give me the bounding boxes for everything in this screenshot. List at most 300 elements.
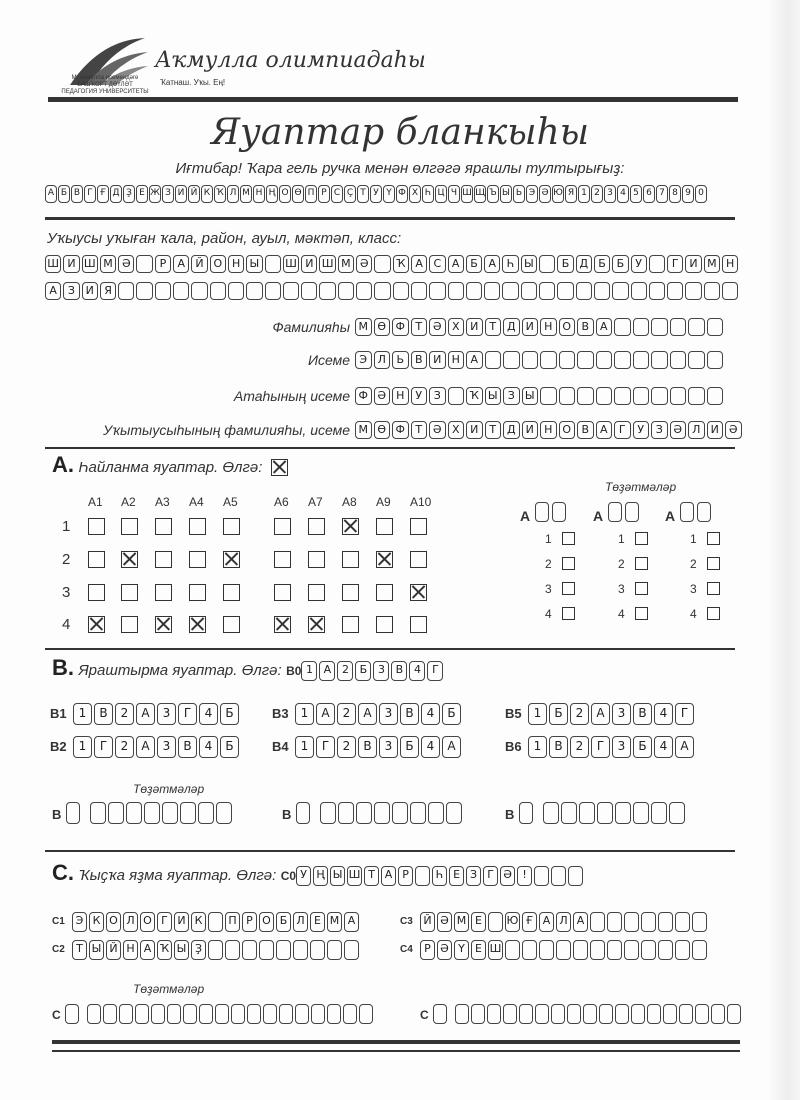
correction-cell[interactable] bbox=[216, 802, 232, 824]
letter-cell[interactable]: О bbox=[106, 912, 121, 932]
correction-checkbox[interactable] bbox=[635, 557, 648, 570]
letter-cell[interactable]: Ы bbox=[485, 387, 502, 405]
letter-cell[interactable]: Ү bbox=[454, 940, 469, 960]
letter-cell[interactable]: Ә bbox=[429, 318, 446, 336]
letter-cell[interactable] bbox=[225, 940, 240, 960]
letter-cell[interactable]: 4 bbox=[654, 703, 673, 725]
correction-cell[interactable] bbox=[279, 1004, 293, 1024]
letter-cell[interactable] bbox=[692, 940, 707, 960]
letter-cell[interactable]: О bbox=[559, 318, 576, 336]
letter-cell[interactable]: Г bbox=[94, 736, 113, 758]
letter-cell[interactable] bbox=[344, 940, 359, 960]
letter-cell[interactable]: А bbox=[448, 255, 464, 273]
letter-cell[interactable]: Б bbox=[633, 736, 652, 758]
letter-cell[interactable]: В bbox=[358, 736, 377, 758]
letter-cell[interactable]: Ә bbox=[356, 255, 372, 273]
letter-cell[interactable]: М bbox=[355, 421, 372, 439]
letter-cell[interactable]: В bbox=[633, 703, 652, 725]
letter-cell[interactable]: А bbox=[136, 703, 155, 725]
correction-checkbox[interactable] bbox=[707, 557, 720, 570]
correction-cell[interactable] bbox=[87, 1004, 101, 1024]
letter-cell[interactable]: Ф bbox=[392, 421, 409, 439]
letter-cell[interactable] bbox=[688, 318, 705, 336]
correction-cell[interactable] bbox=[519, 802, 533, 824]
letter-cell[interactable] bbox=[118, 282, 134, 300]
letter-cell[interactable]: Н bbox=[228, 255, 244, 273]
correction-cell[interactable] bbox=[199, 1004, 213, 1024]
letter-cell[interactable]: А bbox=[411, 255, 427, 273]
letter-cell[interactable] bbox=[704, 282, 720, 300]
answer-checkbox-checked[interactable] bbox=[342, 518, 359, 535]
letter-cell[interactable] bbox=[641, 940, 656, 960]
letter-cell[interactable] bbox=[707, 387, 724, 405]
letter-cell[interactable] bbox=[246, 282, 262, 300]
letter-cell[interactable]: Д bbox=[503, 421, 520, 439]
letter-cell[interactable]: 4 bbox=[654, 736, 673, 758]
letter-cell[interactable]: И bbox=[82, 282, 98, 300]
correction-cell[interactable] bbox=[535, 502, 549, 522]
correction-cell[interactable] bbox=[135, 1004, 149, 1024]
correction-checkbox[interactable] bbox=[635, 607, 648, 620]
correction-cell[interactable] bbox=[561, 802, 577, 824]
correction-cell[interactable] bbox=[359, 1004, 373, 1024]
letter-cell[interactable] bbox=[265, 255, 281, 273]
letter-cell[interactable]: 2 bbox=[337, 703, 356, 725]
letter-cell[interactable]: Г bbox=[667, 255, 683, 273]
correction-cell[interactable] bbox=[311, 1004, 325, 1024]
letter-cell[interactable] bbox=[540, 351, 557, 369]
letter-cell[interactable]: А bbox=[573, 912, 588, 932]
letter-cell[interactable]: Ә bbox=[670, 421, 687, 439]
correction-cell[interactable] bbox=[108, 802, 124, 824]
letter-cell[interactable] bbox=[208, 912, 223, 932]
letter-cell[interactable]: Ш bbox=[45, 255, 61, 273]
letter-cell[interactable] bbox=[429, 282, 445, 300]
letter-cell[interactable]: Б bbox=[594, 255, 610, 273]
letter-cell[interactable]: Б bbox=[276, 912, 291, 932]
correction-cell[interactable] bbox=[711, 1004, 725, 1024]
letter-cell[interactable] bbox=[573, 940, 588, 960]
answer-checkbox-checked[interactable] bbox=[223, 551, 240, 568]
correction-cell[interactable] bbox=[567, 1004, 581, 1024]
letter-cell[interactable]: Р bbox=[420, 940, 435, 960]
b-correction-cells[interactable] bbox=[66, 802, 234, 824]
letter-cell[interactable] bbox=[338, 282, 354, 300]
letter-cell[interactable]: Л bbox=[556, 912, 571, 932]
correction-checkbox[interactable] bbox=[635, 532, 648, 545]
letter-cell[interactable]: А bbox=[316, 703, 335, 725]
letter-cell[interactable]: Ш bbox=[488, 940, 503, 960]
correction-checkbox[interactable] bbox=[635, 582, 648, 595]
letter-cell[interactable] bbox=[155, 282, 171, 300]
correction-cell[interactable] bbox=[680, 502, 694, 522]
correction-cell[interactable] bbox=[198, 802, 214, 824]
answer-checkbox[interactable] bbox=[189, 584, 206, 601]
letter-cell[interactable] bbox=[590, 912, 605, 932]
correction-checkbox[interactable] bbox=[562, 532, 575, 545]
correction-cell[interactable] bbox=[608, 502, 622, 522]
letter-cell[interactable]: М bbox=[327, 912, 342, 932]
answer-checkbox[interactable] bbox=[189, 551, 206, 568]
letter-cell[interactable] bbox=[503, 351, 520, 369]
letter-cell[interactable]: Г bbox=[178, 703, 197, 725]
letter-cell[interactable]: В bbox=[577, 318, 594, 336]
letter-cell[interactable] bbox=[577, 351, 594, 369]
letter-cell[interactable] bbox=[722, 282, 738, 300]
correction-cell[interactable] bbox=[231, 1004, 245, 1024]
letter-cell[interactable]: Д bbox=[503, 318, 520, 336]
correction-cell[interactable] bbox=[503, 1004, 517, 1024]
correction-cell[interactable] bbox=[695, 1004, 709, 1024]
letter-cell[interactable]: Б bbox=[557, 255, 573, 273]
correction-cell[interactable] bbox=[697, 502, 711, 522]
answer-checkbox-checked[interactable] bbox=[121, 551, 138, 568]
letter-cell[interactable]: У bbox=[633, 421, 650, 439]
letter-cell[interactable] bbox=[675, 940, 690, 960]
correction-cell[interactable] bbox=[180, 802, 196, 824]
letter-cell[interactable] bbox=[559, 351, 576, 369]
letter-cell[interactable]: Ш bbox=[283, 255, 299, 273]
letter-cell[interactable] bbox=[448, 387, 465, 405]
correction-cell[interactable] bbox=[599, 1004, 613, 1024]
letter-cell[interactable]: Ь bbox=[392, 351, 409, 369]
letter-cell[interactable] bbox=[624, 940, 639, 960]
letter-cell[interactable]: Н bbox=[392, 387, 409, 405]
letter-cell[interactable]: Ҡ bbox=[466, 387, 483, 405]
answer-checkbox-checked[interactable] bbox=[189, 616, 206, 633]
correction-cell[interactable] bbox=[151, 1004, 165, 1024]
answer-checkbox[interactable] bbox=[410, 518, 427, 535]
letter-cell[interactable]: К bbox=[89, 912, 104, 932]
correction-cell[interactable] bbox=[446, 802, 462, 824]
letter-cell[interactable]: Г bbox=[157, 912, 172, 932]
letter-cell[interactable] bbox=[649, 282, 665, 300]
answer-checkbox[interactable] bbox=[155, 518, 172, 535]
letter-cell[interactable]: Б bbox=[220, 736, 239, 758]
letter-cell[interactable]: 3 bbox=[379, 736, 398, 758]
letter-cell[interactable]: 3 bbox=[612, 703, 631, 725]
answer-checkbox[interactable] bbox=[376, 584, 393, 601]
letter-cell[interactable]: Л bbox=[688, 421, 705, 439]
correction-cell[interactable] bbox=[356, 802, 372, 824]
letter-cell[interactable]: А bbox=[136, 736, 155, 758]
letter-cell[interactable] bbox=[356, 282, 372, 300]
correction-cell[interactable] bbox=[552, 502, 566, 522]
correction-checkbox[interactable] bbox=[562, 582, 575, 595]
c-answer-cells[interactable] bbox=[72, 912, 361, 932]
letter-cell[interactable] bbox=[374, 282, 390, 300]
letter-cell[interactable] bbox=[283, 282, 299, 300]
letter-cell[interactable]: Г bbox=[675, 703, 694, 725]
letter-cell[interactable] bbox=[692, 912, 707, 932]
answer-checkbox[interactable] bbox=[410, 616, 427, 633]
letter-cell[interactable]: У bbox=[411, 387, 428, 405]
letter-cell[interactable]: З bbox=[63, 282, 79, 300]
letter-cell[interactable]: 4 bbox=[199, 736, 218, 758]
letter-cell[interactable]: Е bbox=[471, 912, 486, 932]
letter-cell[interactable]: Т bbox=[411, 421, 428, 439]
letter-cell[interactable] bbox=[259, 940, 274, 960]
correction-cell[interactable] bbox=[428, 802, 444, 824]
correction-cell[interactable] bbox=[183, 1004, 197, 1024]
letter-cell[interactable]: Һ bbox=[502, 255, 518, 273]
letter-cell[interactable] bbox=[485, 351, 502, 369]
letter-cell[interactable]: М bbox=[100, 255, 116, 273]
letter-cell[interactable]: В bbox=[178, 736, 197, 758]
letter-cell[interactable] bbox=[448, 282, 464, 300]
personal-cells[interactable] bbox=[355, 387, 725, 405]
letter-cell[interactable]: А bbox=[466, 351, 483, 369]
school-line-1[interactable] bbox=[45, 255, 740, 273]
correction-checkbox[interactable] bbox=[707, 582, 720, 595]
letter-cell[interactable]: Ҙ bbox=[191, 940, 206, 960]
letter-cell[interactable]: 3 bbox=[157, 736, 176, 758]
letter-cell[interactable]: Е bbox=[471, 940, 486, 960]
letter-cell[interactable]: А bbox=[344, 912, 359, 932]
letter-cell[interactable]: П bbox=[225, 912, 240, 932]
letter-cell[interactable] bbox=[539, 940, 554, 960]
correction-checkbox[interactable] bbox=[707, 532, 720, 545]
letter-cell[interactable]: Ҡ bbox=[393, 255, 409, 273]
letter-cell[interactable]: 1 bbox=[73, 736, 92, 758]
answer-checkbox[interactable] bbox=[223, 518, 240, 535]
letter-cell[interactable]: Б bbox=[549, 703, 568, 725]
letter-cell[interactable] bbox=[594, 282, 610, 300]
correction-cell[interactable] bbox=[543, 802, 559, 824]
letter-cell[interactable] bbox=[651, 387, 668, 405]
letter-cell[interactable]: К bbox=[191, 912, 206, 932]
letter-cell[interactable] bbox=[707, 351, 724, 369]
letter-cell[interactable] bbox=[614, 318, 631, 336]
correction-cell[interactable] bbox=[471, 1004, 485, 1024]
letter-cell[interactable]: Ы bbox=[522, 387, 539, 405]
letter-cell[interactable]: О bbox=[559, 421, 576, 439]
letter-cell[interactable]: Н bbox=[722, 255, 738, 273]
letter-cell[interactable]: А bbox=[539, 912, 554, 932]
correction-cell[interactable] bbox=[90, 802, 106, 824]
letter-cell[interactable] bbox=[596, 351, 613, 369]
answer-checkbox[interactable] bbox=[274, 584, 291, 601]
correction-cell[interactable] bbox=[647, 1004, 661, 1024]
letter-cell[interactable]: З bbox=[503, 387, 520, 405]
letter-cell[interactable] bbox=[556, 940, 571, 960]
correction-cell[interactable] bbox=[487, 1004, 501, 1024]
correction-cell[interactable] bbox=[338, 802, 354, 824]
letter-cell[interactable]: Ә bbox=[374, 387, 391, 405]
letter-cell[interactable]: Ы bbox=[246, 255, 262, 273]
correction-cell[interactable] bbox=[392, 802, 408, 824]
letter-cell[interactable]: Й bbox=[191, 255, 207, 273]
letter-cell[interactable]: Е bbox=[310, 912, 325, 932]
letter-cell[interactable] bbox=[539, 282, 555, 300]
correction-cell[interactable] bbox=[669, 802, 685, 824]
letter-cell[interactable]: Й bbox=[106, 940, 121, 960]
correction-cell[interactable] bbox=[615, 802, 631, 824]
correction-cell[interactable] bbox=[663, 1004, 677, 1024]
letter-cell[interactable]: Ә bbox=[437, 940, 452, 960]
letter-cell[interactable]: Я bbox=[100, 282, 116, 300]
letter-cell[interactable]: В bbox=[577, 421, 594, 439]
letter-cell[interactable] bbox=[136, 255, 152, 273]
letter-cell[interactable] bbox=[559, 387, 576, 405]
letter-cell[interactable]: Л bbox=[374, 351, 391, 369]
letter-cell[interactable] bbox=[670, 351, 687, 369]
c-answer-cells[interactable] bbox=[420, 912, 709, 932]
correction-cell[interactable] bbox=[66, 802, 80, 824]
letter-cell[interactable] bbox=[624, 912, 639, 932]
answer-checkbox-checked[interactable] bbox=[155, 616, 172, 633]
answer-checkbox[interactable] bbox=[376, 616, 393, 633]
correction-cell[interactable] bbox=[551, 1004, 565, 1024]
letter-cell[interactable]: М bbox=[338, 255, 354, 273]
answer-checkbox-checked[interactable] bbox=[88, 616, 105, 633]
letter-cell[interactable] bbox=[136, 282, 152, 300]
b-correction-cells[interactable] bbox=[519, 802, 687, 824]
letter-cell[interactable]: А bbox=[596, 318, 613, 336]
letter-cell[interactable]: Ә bbox=[725, 421, 742, 439]
letter-cell[interactable] bbox=[208, 940, 223, 960]
letter-cell[interactable]: Н bbox=[540, 318, 557, 336]
correction-cell[interactable] bbox=[343, 1004, 357, 1024]
correction-cell[interactable] bbox=[433, 1004, 447, 1024]
correction-checkbox[interactable] bbox=[707, 607, 720, 620]
letter-cell[interactable]: Й bbox=[420, 912, 435, 932]
letter-cell[interactable]: А bbox=[358, 703, 377, 725]
letter-cell[interactable]: Н bbox=[123, 940, 138, 960]
letter-cell[interactable]: У bbox=[631, 255, 647, 273]
correction-cell[interactable] bbox=[597, 802, 613, 824]
letter-cell[interactable]: М bbox=[355, 318, 372, 336]
letter-cell[interactable]: В bbox=[400, 703, 419, 725]
answer-checkbox-checked[interactable] bbox=[274, 616, 291, 633]
letter-cell[interactable]: 4 bbox=[199, 703, 218, 725]
answer-checkbox[interactable] bbox=[410, 551, 427, 568]
letter-cell[interactable]: Ҡ bbox=[157, 940, 172, 960]
answer-checkbox[interactable] bbox=[155, 551, 172, 568]
letter-cell[interactable]: Л bbox=[123, 912, 138, 932]
letter-cell[interactable] bbox=[522, 351, 539, 369]
letter-cell[interactable] bbox=[576, 282, 592, 300]
b-answer-cells[interactable] bbox=[295, 736, 463, 758]
letter-cell[interactable]: Ы bbox=[521, 255, 537, 273]
letter-cell[interactable]: Н bbox=[540, 421, 557, 439]
letter-cell[interactable]: Ө bbox=[374, 421, 391, 439]
correction-cell[interactable] bbox=[615, 1004, 629, 1024]
correction-cell[interactable] bbox=[126, 802, 142, 824]
letter-cell[interactable] bbox=[488, 912, 503, 932]
letter-cell[interactable] bbox=[484, 282, 500, 300]
correction-cell[interactable] bbox=[119, 1004, 133, 1024]
answer-checkbox[interactable] bbox=[308, 551, 325, 568]
letter-cell[interactable] bbox=[607, 912, 622, 932]
c-correction-cells[interactable] bbox=[65, 1004, 375, 1024]
letter-cell[interactable]: А bbox=[596, 421, 613, 439]
correction-cell[interactable] bbox=[579, 802, 595, 824]
letter-cell[interactable] bbox=[675, 912, 690, 932]
letter-cell[interactable] bbox=[614, 387, 631, 405]
letter-cell[interactable] bbox=[658, 940, 673, 960]
letter-cell[interactable]: Ш bbox=[319, 255, 335, 273]
letter-cell[interactable]: А bbox=[675, 736, 694, 758]
personal-cells[interactable] bbox=[355, 421, 744, 439]
correction-cell[interactable] bbox=[631, 1004, 645, 1024]
answer-checkbox[interactable] bbox=[223, 584, 240, 601]
letter-cell[interactable]: О bbox=[259, 912, 274, 932]
letter-cell[interactable] bbox=[393, 282, 409, 300]
letter-cell[interactable] bbox=[649, 255, 665, 273]
answer-checkbox[interactable] bbox=[223, 616, 240, 633]
letter-cell[interactable]: 3 bbox=[157, 703, 176, 725]
answer-checkbox-checked[interactable] bbox=[376, 551, 393, 568]
letter-cell[interactable]: Х bbox=[448, 318, 465, 336]
personal-cells[interactable] bbox=[355, 318, 725, 336]
letter-cell[interactable] bbox=[374, 255, 390, 273]
letter-cell[interactable] bbox=[466, 282, 482, 300]
letter-cell[interactable] bbox=[633, 387, 650, 405]
correction-cell[interactable] bbox=[651, 802, 667, 824]
correction-cell[interactable] bbox=[625, 502, 639, 522]
letter-cell[interactable]: Т bbox=[72, 940, 87, 960]
letter-cell[interactable]: И bbox=[466, 421, 483, 439]
letter-cell[interactable]: З bbox=[651, 421, 668, 439]
letter-cell[interactable]: И bbox=[301, 255, 317, 273]
correction-cell[interactable] bbox=[65, 1004, 79, 1024]
correction-cell[interactable] bbox=[455, 1004, 469, 1024]
answer-checkbox[interactable] bbox=[121, 616, 138, 633]
letter-cell[interactable] bbox=[173, 282, 189, 300]
letter-cell[interactable]: Б bbox=[400, 736, 419, 758]
letter-cell[interactable] bbox=[667, 282, 683, 300]
letter-cell[interactable] bbox=[191, 282, 207, 300]
letter-cell[interactable]: Д bbox=[576, 255, 592, 273]
letter-cell[interactable] bbox=[633, 351, 650, 369]
letter-cell[interactable]: Ю bbox=[505, 912, 520, 932]
letter-cell[interactable] bbox=[522, 940, 537, 960]
letter-cell[interactable]: И bbox=[685, 255, 701, 273]
letter-cell[interactable] bbox=[590, 940, 605, 960]
correction-cell[interactable] bbox=[519, 1004, 533, 1024]
letter-cell[interactable] bbox=[502, 282, 518, 300]
letter-cell[interactable]: Ғ bbox=[522, 912, 537, 932]
letter-cell[interactable] bbox=[688, 351, 705, 369]
letter-cell[interactable]: Б bbox=[220, 703, 239, 725]
letter-cell[interactable]: О bbox=[210, 255, 226, 273]
b-answer-cells[interactable] bbox=[295, 703, 463, 725]
letter-cell[interactable] bbox=[327, 940, 342, 960]
letter-cell[interactable]: Б bbox=[442, 703, 461, 725]
correction-cell[interactable] bbox=[215, 1004, 229, 1024]
letter-cell[interactable] bbox=[505, 940, 520, 960]
b-answer-cells[interactable] bbox=[73, 703, 241, 725]
letter-cell[interactable]: Ы bbox=[89, 940, 104, 960]
letter-cell[interactable] bbox=[265, 282, 281, 300]
b-answer-cells[interactable] bbox=[528, 736, 696, 758]
letter-cell[interactable] bbox=[228, 282, 244, 300]
letter-cell[interactable]: И bbox=[522, 318, 539, 336]
letter-cell[interactable] bbox=[651, 318, 668, 336]
answer-checkbox[interactable] bbox=[274, 518, 291, 535]
correction-cell[interactable] bbox=[633, 802, 649, 824]
letter-cell[interactable] bbox=[539, 255, 555, 273]
letter-cell[interactable]: 1 bbox=[295, 703, 314, 725]
answer-checkbox[interactable] bbox=[121, 584, 138, 601]
answer-checkbox-checked[interactable] bbox=[308, 616, 325, 633]
correction-cell[interactable] bbox=[295, 1004, 309, 1024]
letter-cell[interactable]: 1 bbox=[295, 736, 314, 758]
letter-cell[interactable]: М bbox=[704, 255, 720, 273]
correction-cell[interactable] bbox=[410, 802, 426, 824]
letter-cell[interactable]: И bbox=[429, 351, 446, 369]
